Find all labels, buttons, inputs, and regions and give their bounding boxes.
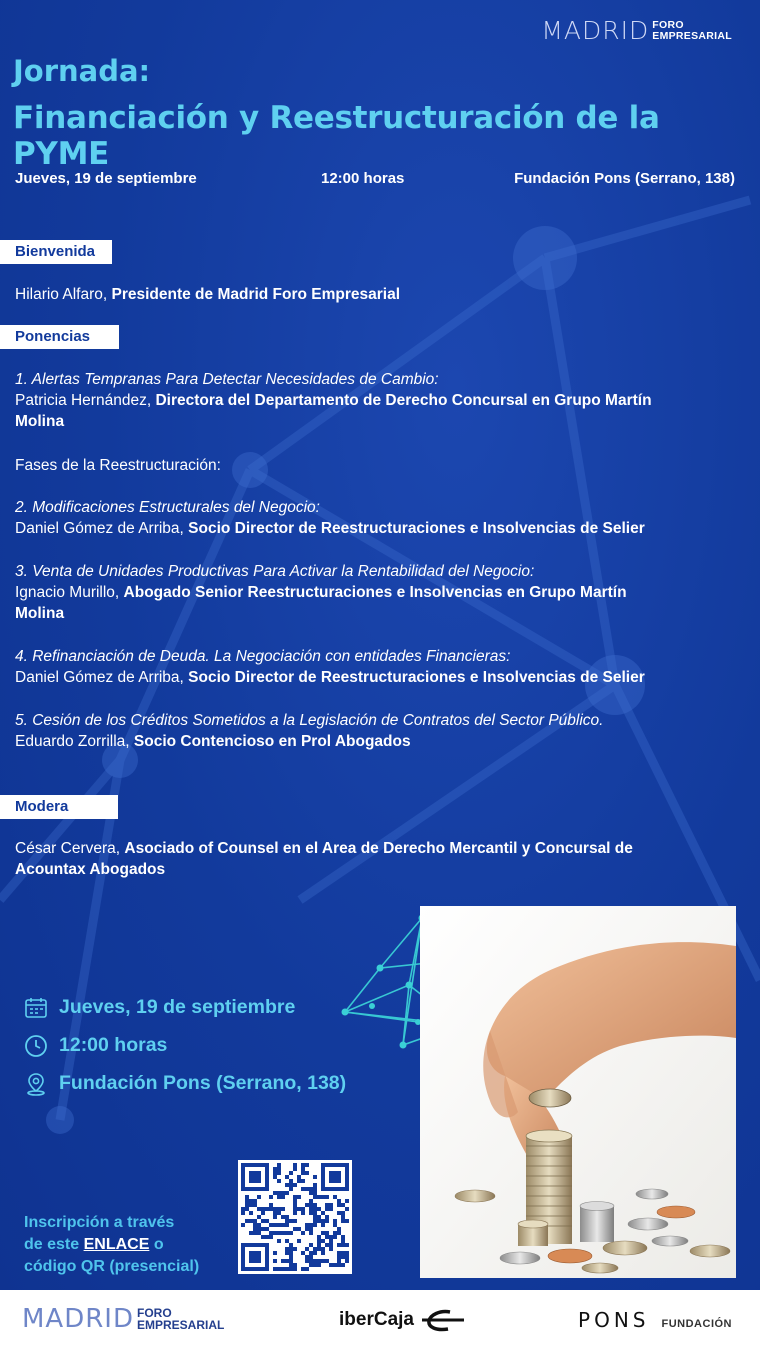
footer-brand-word: MADRID (22, 1304, 134, 1334)
talk-3: 3. Venta de Unidades Productivas Para Activar la Rentabilidad del Negocio: Ignacio Murillo, Abogado Senior Reestructuraciones e Insolvencias en Grupo Martín Molina (15, 561, 745, 624)
ibercaja-wordmark: iberCaja (339, 1309, 414, 1330)
qr-code-pattern (241, 1163, 349, 1271)
coins-photo (420, 906, 736, 1278)
section-tag-ponencias: Ponencias (0, 325, 119, 349)
talk-4: 4. Refinanciación de Deuda. La Negociación con entidades Financieras: Daniel Gómez de Arriba, Socio Director de Reestructuraciones e Insolvencias de Selier (15, 646, 745, 688)
moderator-speaker: César Cervera, Asociado of Counsel en el Area de Derecho Mercantil y Concursal de Acountax Abogados (15, 840, 633, 878)
registration-link[interactable]: ENLACE (83, 1236, 150, 1253)
info-date: Jueves, 19 de septiembre (59, 996, 296, 1018)
registration-line-1: Inscripción a través (24, 1214, 175, 1231)
info-time: 12:00 horas (59, 1034, 168, 1056)
footer-logos (0, 1290, 760, 1348)
madrid-foro-logo-footer (22, 1304, 224, 1334)
event-time: 12:00 horas (321, 170, 405, 187)
info-place: Fundación Pons (Serrano, 138) (59, 1072, 347, 1094)
calendar-icon (24, 996, 48, 1020)
fundacion-wordmark: FUNDACIÓN (661, 1318, 732, 1330)
talk-topic: 4. Refinanciación de Deuda. La Negociación con entidades Financieras: (15, 648, 511, 665)
talk-topic: 5. Cesión de los Créditos Sometidos a la Legislación de Contratos del Sector Público. (15, 712, 604, 729)
title-line-1: Jornada: (13, 54, 151, 88)
qr-code[interactable] (238, 1160, 352, 1274)
phases-heading: Fases de la Reestructuración: (15, 457, 221, 474)
event-place: Fundación Pons (Serrano, 138) (514, 170, 735, 187)
talk-2: 2. Modificaciones Estructurales del Negocio: Daniel Gómez de Arriba, Socio Director de Reestructuraciones e Insolvencias de Selier (15, 497, 745, 539)
event-date: Jueves, 19 de septiembre (15, 170, 197, 187)
clock-icon (24, 1034, 48, 1058)
location-pin-icon (24, 1072, 48, 1096)
welcome-speaker: Hilario Alfaro, Presidente de Madrid Foro Empresarial (15, 286, 401, 303)
talk-topic: 3. Venta de Unidades Productivas Para Activar la Rentabilidad del Negocio: (15, 563, 535, 580)
talk-topic: 2. Modificaciones Estructurales del Negocio: (15, 499, 320, 516)
talk-topic: 1. Alertas Tempranas Para Detectar Necesidades de Cambio: (15, 371, 439, 388)
talk-1: 1. Alertas Tempranas Para Detectar Necesidades de Cambio: Patricia Hernández, Directora del Departamento de Derecho Concursal en Grupo Martín Molina (15, 369, 745, 432)
pons-fundacion-logo (578, 1308, 732, 1332)
ibercaja-logo (339, 1308, 466, 1332)
section-tag-modera: Modera (0, 795, 118, 819)
footer-brand-foro: FORO EMPRESARIAL (137, 1306, 225, 1332)
title-line-2: Financiación y Reestructuración de la PYME (13, 100, 660, 172)
pons-wordmark: PONS (578, 1308, 650, 1332)
ibercaja-symbol-icon (420, 1308, 466, 1332)
registration-line-3: código QR (presencial) (24, 1258, 200, 1275)
brand-word: MADRID (541, 16, 650, 45)
section-tag-bienvenida: Bienvenida (0, 240, 112, 264)
registration-line-2: de este ENLACE o (24, 1236, 164, 1253)
talk-5: 5. Cesión de los Créditos Sometidos a la Legislación de Contratos del Sector Público. Eduardo Zorrilla, Socio Contencioso en Prol Abogados (15, 710, 745, 752)
madrid-foro-logo (541, 16, 732, 45)
brand-foro-empresarial: FORO EMPRESARIAL (652, 18, 732, 42)
